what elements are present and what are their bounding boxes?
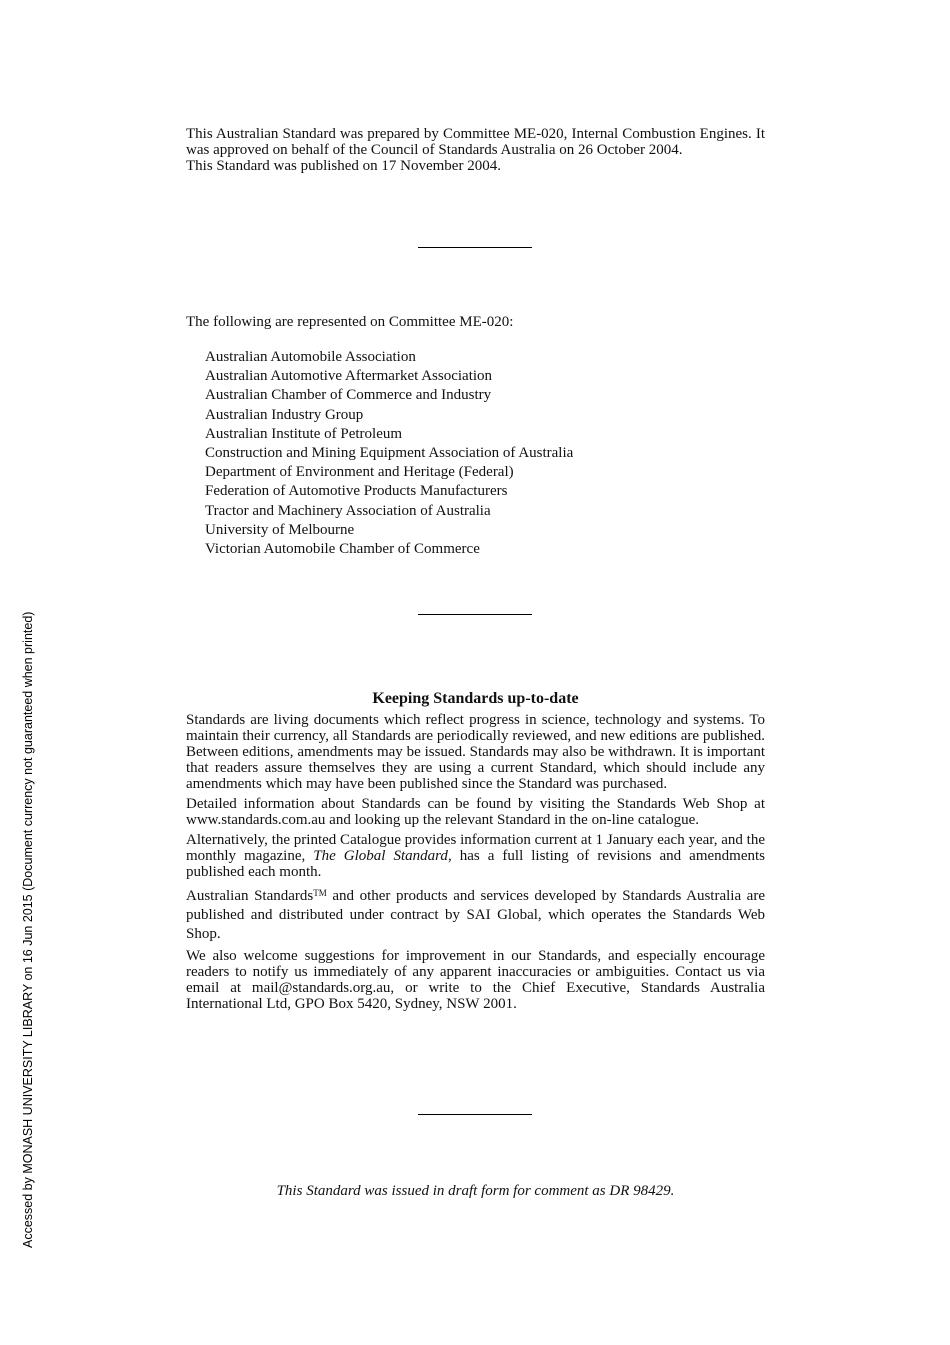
committee-member: Construction and Mining Equipment Association of Australia [205,445,574,462]
committee-member: Australian Automotive Aftermarket Association [205,368,493,385]
committee-intro: The following are represented on Committee ME-020: [186,314,514,330]
section-divider-2 [418,614,532,615]
committee-member: Tractor and Machinery Association of Australia [205,502,491,519]
committee-member: Victorian Automobile Chamber of Commerce [205,541,480,558]
keeping-standards-body [186,712,765,1016]
committee-member: Australian Industry Group [205,406,364,423]
keeping-paragraph-4: Australian Standards™ and other products and services developed by Standards Australia are published and distributed under contract by SAI Global, which operates the Standards Web Shop. [186,888,765,942]
committee-member: Federation of Automotive Products Manufacturers [205,483,508,500]
keeping-paragraph-2: Detailed information about Standards can be found by visiting the Standards Web Shop at www.standards.com.au and looking up the relevant Standard in the on-line catalogue. [186,796,765,828]
committee-member-list [205,348,573,559]
committee-member: Department of Environment and Heritage (Federal) [205,464,514,481]
committee-member: Australian Institute of Petroleum [205,425,403,442]
keeping-paragraph-5: We also welcome suggestions for improvement in our Standards, and especially encourage readers to notify us immediately of any apparent inaccuracies or ambiguities. Contact us via email at mail@standards.org.au, or write to the Chief Executive, Standards Australia International Ltd, GPO Box 5420, Sydney, NSW 2001. [186,948,765,1012]
preparation-statement: This Australian Standard was prepared by Committee ME-020, Internal Combustion Engines. It was approved on behalf of the Council of Standards Australia on 26 October 2004. [186,126,765,158]
preparation-block [186,126,765,174]
section-divider-3 [418,1114,532,1115]
committee-member: University of Melbourne [205,521,355,538]
committee-member: Australian Chamber of Commerce and Industry [205,387,492,404]
draft-note: This Standard was issued in draft form for comment as DR 98429. [276,1183,675,1199]
keeping-standards-heading: Keeping Standards up-to-date [372,690,579,707]
publication-date: This Standard was published on 17 November 2004. [186,158,501,174]
keeping-paragraph-1: Standards are living documents which reflect progress in science, technology and systems. To maintain their currency, all Standards are periodically reviewed, and new editions are published. Between editions, amendments may be issued. Standards may also be withdrawn. It is important that readers assure themselves they are using a current Standard, which should include any amendments which may have been published since the Standard was purchased. [186,712,765,792]
committee-member: Australian Automobile Association [205,349,416,365]
trademark-mark: TM [313,888,327,898]
magazine-title: The Global Standard [313,848,448,864]
section-divider-1 [418,247,532,248]
keeping-paragraph-3: Alternatively, the printed Catalogue provides information current at 1 January each year, and the monthly magazine, The Global Standard, has a full listing of revisions and amendments published each month. [186,832,765,880]
access-watermark: Accessed by MONASH UNIVERSITY LIBRARY on 16 Jun 2015 (Document currency not guaranteed when printed) [21,611,35,1248]
